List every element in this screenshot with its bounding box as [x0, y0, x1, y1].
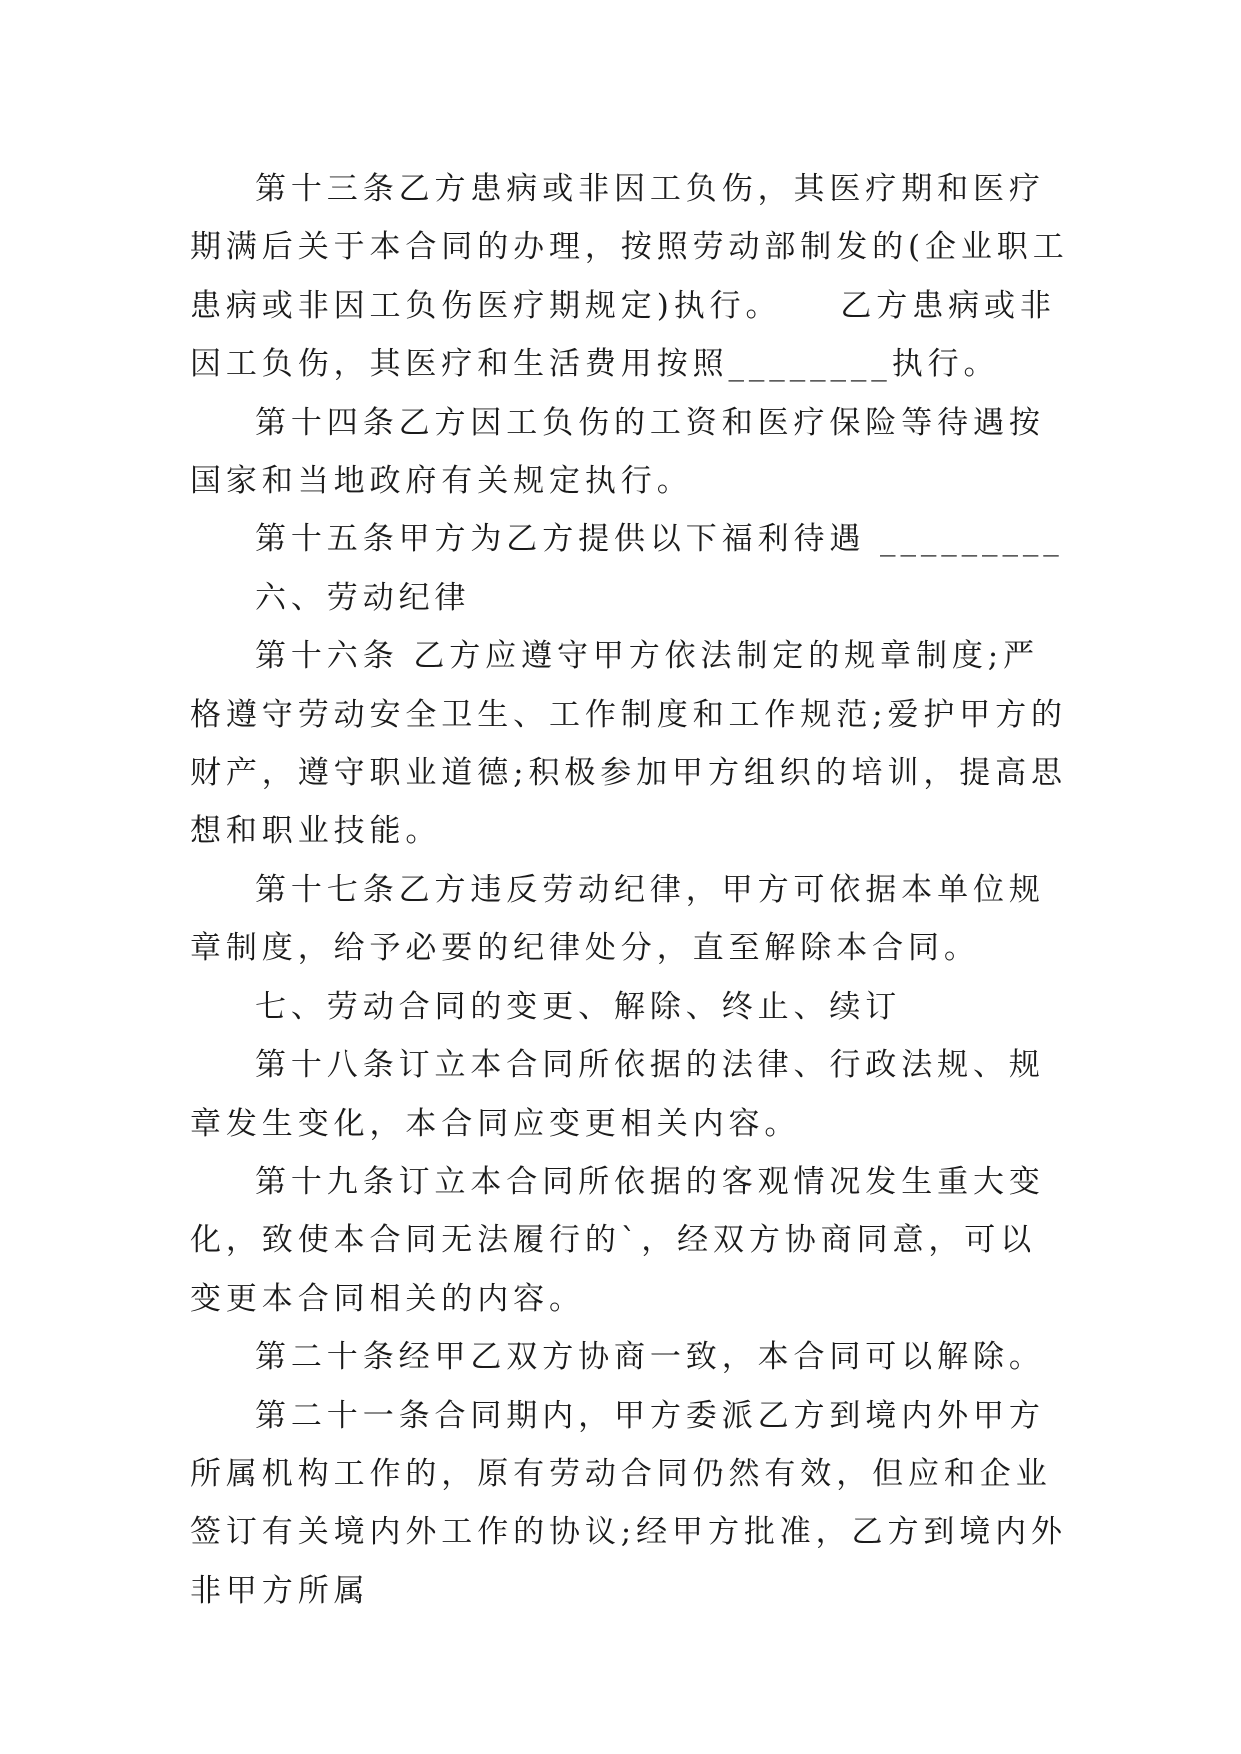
paragraph-article-14: 第十四条乙方因工负伤的工资和医疗保险等待遇按国家和当地政府有关规定执行。	[190, 404, 1045, 500]
paragraph-article-21: 第二十一条合同期内，甲方委派乙方到境内外甲方所属机构工作的，原有劳动合同仍然有效，但应和企业签订有关境内外工作的协议;经甲方批准，乙方到境内外非甲方所属	[190, 1397, 1067, 1609]
paragraph-article-17: 第十七条乙方违反劳动纪律，甲方可依据本单位规章制度，给予必要的纪律处分，直至解除本合同。	[190, 871, 1045, 967]
section-heading-contract-changes: 七、劳动合同的变更、解除、终止、续订	[255, 988, 902, 1025]
section-heading-labor-discipline: 六、劳动纪律	[255, 579, 471, 616]
paragraph-article-19: 第十九条订立本合同所依据的客观情况发生重大变化，致使本合同无法履行的`，经双方协商同意，可以变更本合同相关的内容。	[190, 1163, 1045, 1317]
paragraph-article-15: 第十五条甲方为乙方提供以下福利待遇 _________	[255, 521, 1064, 558]
paragraph-article-13: 第十三条乙方患病或非因工负伤，其医疗期和医疗期满后关于本合同的办理，按照劳动部制发的(企业职工患病或非因工负伤医疗期规定)执行。 乙方患病或非因工负伤，其医疗和生活费用按照________执行。	[190, 171, 1069, 383]
paragraph-article-20: 第二十条经甲乙双方协商一致，本合同可以解除。	[255, 1339, 1045, 1376]
paragraph-article-18: 第十八条订立本合同所依据的法律、行政法规、规章发生变化，本合同应变更相关内容。	[190, 1047, 1045, 1142]
paragraph-article-16: 第十六条 乙方应遵守甲方依法制定的规章制度;严格遵守劳动安全卫生、工作制度和工作规范;爱护甲方的财产，遵守职业道德;积极参加甲方组织的培训，提高思想和职业技能。	[190, 638, 1067, 850]
document-body	[190, 160, 1070, 1620]
